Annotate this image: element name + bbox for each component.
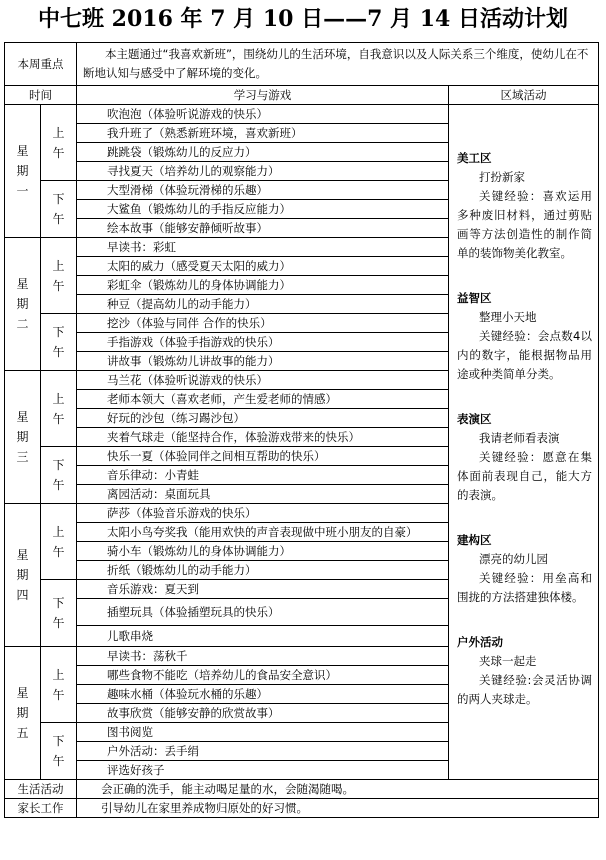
activity-cell: 吹泡泡（体验听说游戏的快乐） [77,105,449,124]
activity-cell: 太阳小鸟夸奖我（能用欢快的声音表现做中班小朋友的自豪） [77,523,449,542]
activity-cell: 户外活动：丢手绢 [77,742,449,761]
activity-plan-table [4,42,599,818]
life-activities-text: 会正确的洗手，能主动喝足量的水，会随渴随喝。 [77,780,599,799]
afternoon-label: 下午 [41,181,77,238]
life-activities-row [5,780,599,799]
zone-activity: 夹球一起走 [479,654,537,668]
activity-cell: 挖沙（体验与同伴 合作的快乐） [77,314,449,333]
morning-label: 上午 [41,504,77,580]
afternoon-label: 下午 [41,314,77,371]
life-activities-label: 生活活动 [5,780,77,799]
day-label: 星期四 [5,504,41,647]
activity-cell: 早读书：荡秋千 [77,647,449,666]
activity-cell: 夹着气球走（能坚持合作，体验游戏带来的快乐） [77,428,449,447]
afternoon-label: 下午 [41,580,77,647]
activity-cell: 萨莎（体验音乐游戏的快乐） [77,504,449,523]
header-study: 学习与游戏 [77,86,449,105]
zone-block [457,531,592,607]
activity-cell: 故事欣赏（能够安静的欣赏故事） [77,704,449,723]
focus-label: 本周重点 [5,43,77,86]
day-label: 星期一 [5,105,41,238]
parent-work-text: 引导幼儿在家里养成物归原处的好习惯。 [77,799,599,818]
day-label: 星期五 [5,647,41,780]
activity-cell: 手指游戏（体验手指游戏的快乐） [77,333,449,352]
afternoon-label: 下午 [41,723,77,780]
activity-cell: 讲故事（锻炼幼儿讲故事的能力） [77,352,449,371]
activity-cell: 好玩的沙包（练习踢沙包） [77,409,449,428]
activity-cell: 离园活动：桌面玩具 [77,485,449,504]
day-label: 星期三 [5,371,41,504]
zone-key-experience: 关键经验:会灵活协调的两人夹球走。 [457,673,593,706]
zone-block [457,633,592,709]
activity-cell: 折纸（锻炼幼儿的动手能力） [77,561,449,580]
area-activities [449,105,599,780]
activity-cell: 快乐一夏（体验同伴之间相互帮助的快乐） [77,447,449,466]
activity-cell: 趣味水桶（体验玩水桶的乐趣） [77,685,449,704]
activity-cell: 大型滑梯（体验玩滑梯的乐趣） [77,181,449,200]
activity-cell: 插塑玩具（体验插塑玩具的快乐） [77,599,449,626]
zone-activity: 漂亮的幼儿园 [479,552,548,566]
zone-key-experience: 关键经验：喜欢运用多种废旧材料，通过剪贴画等方法创造性的制作简单的装饰物美化教室。 [457,189,593,260]
focus-row [5,43,599,86]
activity-cell: 音乐律动：小青蛙 [77,466,449,485]
morning-label: 上午 [41,105,77,181]
day-label: 星期二 [5,238,41,371]
activity-cell: 儿歌串烧 [77,626,449,647]
morning-label: 上午 [41,371,77,447]
activity-cell: 寻找夏天（培养幼儿的观察能力） [77,162,449,181]
parent-work-label: 家长工作 [5,799,77,818]
header-row [5,86,599,105]
activity-cell: 种豆（提高幼儿的动手能力） [77,295,449,314]
morning-label: 上午 [41,238,77,314]
table-row [5,105,599,124]
zone-name: 建构区 [457,533,492,547]
zone-name: 益智区 [457,291,492,305]
zone-name: 表演区 [457,412,492,426]
activity-cell: 马兰花（体验听说游戏的快乐） [77,371,449,390]
activity-cell: 音乐游戏：夏天到 [77,580,449,599]
morning-label: 上午 [41,647,77,723]
zone-key-experience: 关键经验：会点数4以内的数字，能根据物品用途或种类简单分类。 [457,329,593,381]
zone-name: 美工区 [457,151,492,165]
activity-cell: 绘本故事（能够安静倾听故事） [77,219,449,238]
zone-activity: 我请老师看表演 [479,431,560,445]
activity-cell: 我升班了（熟悉新班环境，喜欢新班） [77,124,449,143]
header-area: 区域活动 [449,86,599,105]
activity-cell: 太阳的威力（感受夏天太阳的威力） [77,257,449,276]
activity-cell: 跳跳袋（锻炼幼儿的反应力） [77,143,449,162]
zone-activity: 打扮新家 [479,170,525,184]
activity-cell: 图书阅览 [77,723,449,742]
activity-cell: 大鲨鱼（锻炼幼儿的手指反应能力） [77,200,449,219]
focus-text: 本主题通过“我喜欢新班”，围绕幼儿的生活环境，自我意识以及人际关系三个维度，使幼儿在不断地认知与感受中了解环境的变化。 [77,43,599,86]
activity-cell: 老师本领大（喜欢老师，产生爱老师的情感） [77,390,449,409]
parent-work-row [5,799,599,818]
zone-name: 户外活动 [457,635,503,649]
zone-block [457,410,592,505]
activity-cell: 评选好孩子 [77,761,449,780]
zone-activity: 整理小天地 [479,310,537,324]
afternoon-label: 下午 [41,447,77,504]
activity-cell: 哪些食物不能吃（培养幼儿的食品安全意识） [77,666,449,685]
header-time: 时间 [5,86,77,105]
zone-key-experience: 关键经验：愿意在集体面前表现自己，能大方的表演。 [457,450,593,502]
page-title: 中七班 2016 年 7 月 10 日——7 月 14 日活动计划 [37,6,568,32]
zone-block [457,289,592,384]
zone-block [457,149,592,263]
activity-cell: 彩虹伞（锻炼幼儿的身体协调能力） [77,276,449,295]
zone-key-experience: 关键经验：用垒高和围拢的方法搭建独体楼。 [457,571,593,604]
activity-cell: 骑小车（锻炼幼儿的身体协调能力） [77,542,449,561]
activity-cell: 早读书：彩虹 [77,238,449,257]
